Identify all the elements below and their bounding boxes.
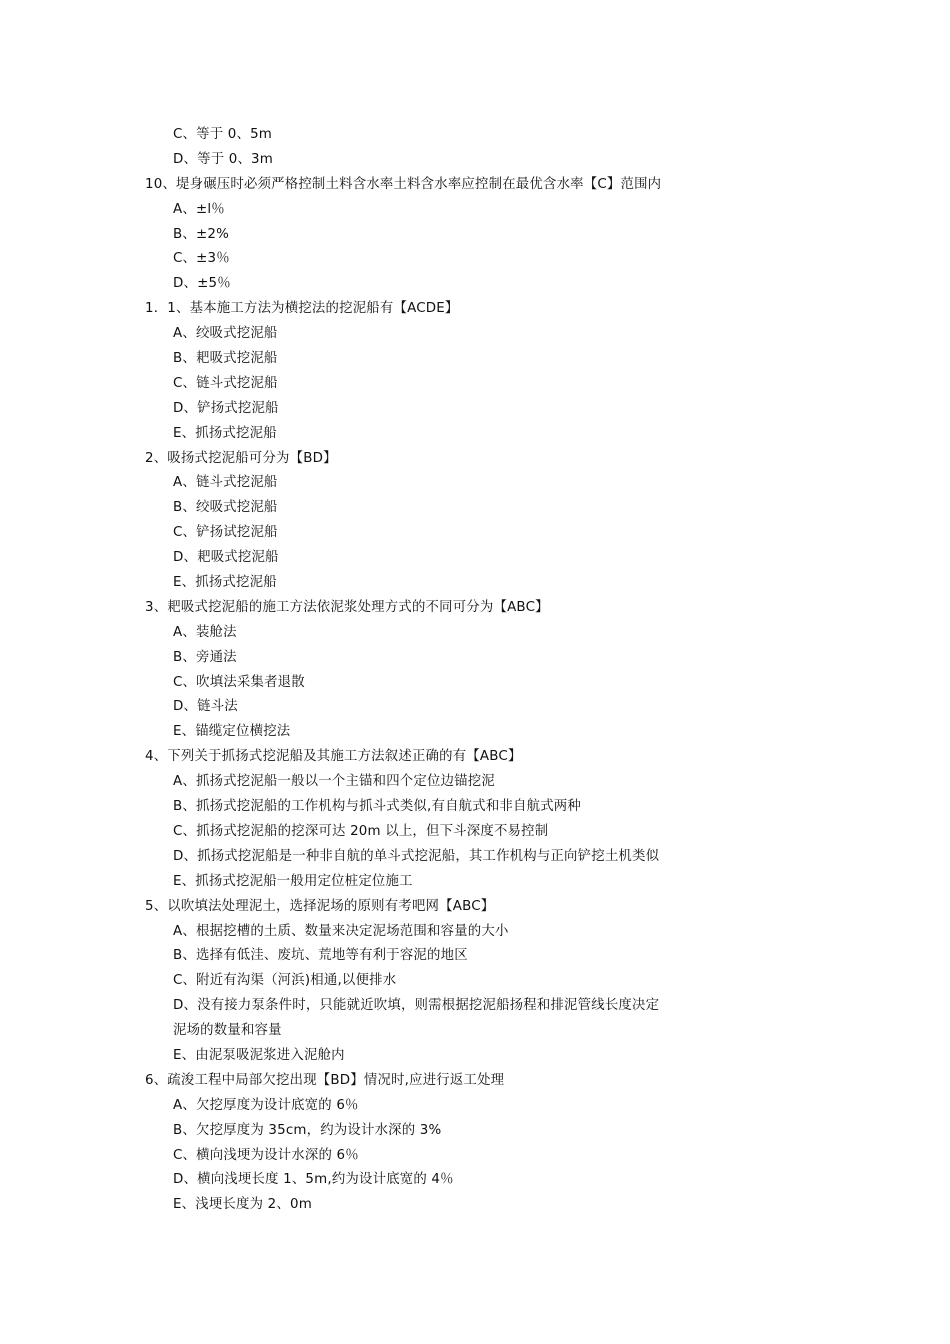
option-line: D、没有接力泵条件时，只能就近吹填，则需根据挖泥船扬程和排泥管线长度决定: [173, 998, 660, 1014]
option-line: E、抓扬式挖泥船: [173, 425, 277, 441]
option-line: C、铲扬试挖泥船: [173, 525, 278, 541]
option-line: D、等于 0、3m: [173, 151, 274, 167]
option-line: C、横向浅埂为设计水深的 6％: [173, 1147, 359, 1163]
option-line: A、链斗式挖泥船: [173, 475, 278, 491]
option-line: A、欠挖厚度为设计底宽的 6％: [173, 1097, 359, 1113]
option-line: B、选择有低洼、废坑、荒地等有利于容泥的地区: [173, 948, 468, 964]
question-line: 3、耙吸式挖泥船的施工方法依泥浆处理方式的不同可分为【ABC】: [145, 599, 549, 615]
option-line: D、耙吸式挖泥船: [173, 550, 279, 566]
option-line: E、由泥泵吸泥浆进入泥舱内: [173, 1047, 345, 1063]
question-line: 4、下列关于抓扬式挖泥船及其施工方法叙述正确的有【ABC】: [145, 749, 522, 765]
option-line: B、欠挖厚度为 35cm，约为设计水深的 3%: [173, 1122, 442, 1138]
option-line: A、装舱法: [173, 624, 237, 640]
option-line: D、±5％: [173, 276, 231, 292]
option-line: C、抓扬式挖泥船的挖深可达 20m 以上，但下斗深度不易控制: [173, 823, 549, 839]
option-line: 泥场的数量和容量: [173, 1023, 282, 1039]
question-line: 6、疏浚工程中局部欠挖出现【BD】情况时,应进行返工处理: [145, 1072, 505, 1088]
option-line: B、旁通法: [173, 649, 237, 665]
question-line: 5、以吹填法处理泥土，选择泥场的原则有考吧网【ABC】: [145, 898, 495, 914]
option-line: E、锚缆定位横挖法: [173, 724, 291, 740]
option-line: E、浅埂长度为 2、0m: [173, 1197, 312, 1213]
option-line: E、抓扬式挖泥船一般用定位桩定位施工: [173, 873, 413, 889]
option-line: C、等于 0、5m: [173, 127, 273, 142]
option-line: A、绞吸式挖泥船: [173, 326, 278, 342]
option-line: D、链斗法: [173, 699, 238, 715]
option-line: A、抓扬式挖泥船一般以一个主锚和四个定位边锚挖泥: [173, 774, 495, 790]
option-line: A、根据挖槽的土质、数量来决定泥场范围和容量的大小: [173, 923, 509, 939]
question-line: 2、吸扬式挖泥船可分为【BD】: [145, 450, 337, 466]
option-line: C、链斗式挖泥船: [173, 375, 278, 391]
option-line: D、铲扬式挖泥船: [173, 400, 279, 416]
option-line: C、附近有沟渠（河浜)相通,以便排水: [173, 973, 397, 989]
option-line: B、±2%: [173, 226, 230, 242]
question-line: 10、堤身碾压时必须严格控制土料含水率土料含水率应控制在最优含水率【C】范围内: [145, 176, 662, 192]
option-line: B、耙吸式挖泥船: [173, 351, 278, 367]
document-page: [0, 123, 950, 1218]
option-line: B、绞吸式挖泥船: [173, 500, 278, 516]
question-line: 1．1、基本施工方法为横挖法的挖泥船有【ACDE】: [145, 301, 459, 317]
option-line: E、抓扬式挖泥船: [173, 575, 277, 591]
option-line: C、吹填法采集者退散: [173, 674, 305, 690]
option-line: C、±3％: [173, 251, 230, 267]
option-line: D、横向浅埂长度 1、5m,约为设计底宽的 4％: [173, 1172, 454, 1188]
option-line: B、抓扬式挖泥船的工作机构与抓斗式类似,有自航式和非自航式两种: [173, 799, 581, 815]
option-line: D、抓扬式挖泥船是一种非自航的单斗式挖泥船，其工作机构与正向铲挖土机类似: [173, 848, 660, 864]
option-line: A、±l％: [173, 201, 225, 217]
